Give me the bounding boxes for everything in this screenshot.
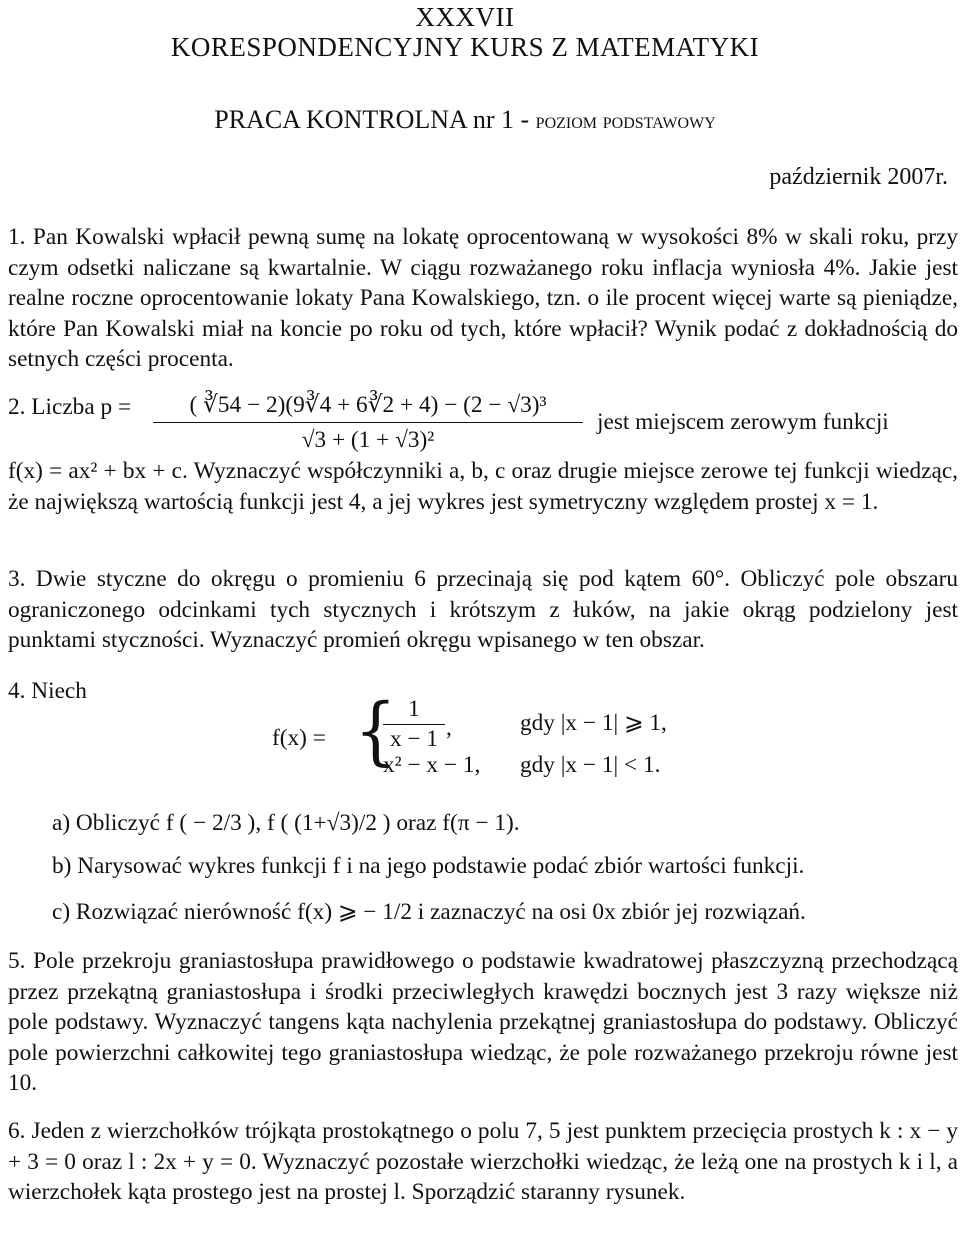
case-1-condition: gdy |x − 1| ⩾ 1, [520,710,667,736]
case-2-condition: gdy |x − 1| < 1. [520,752,661,778]
assignment-title [0,105,930,135]
date: październik 2007r. [769,164,948,190]
problem-4-part-b: b) Narysować wykres funkcji f i na jego podstawie podać zbiór wartości funkcji. [52,853,805,879]
fraction-denominator: √3 + (1 + √3)² [301,427,435,453]
problem-2-intro: 2. Liczba p = [8,394,132,420]
problem-2-after-fraction: jest miejscem zerowym funkcji [597,409,889,435]
case-1-fraction [383,695,445,754]
problem-2-fraction [153,390,583,455]
left-brace: { [354,688,397,774]
course-title: KORESPONDENCYJNY KURS Z MATEMATYKI [170,32,760,62]
problem-2-body: f(x) = ax² + bx + c. Wyznaczyć współczynniki a, b, c oraz drugie miejsce zerowe tej funkcji wiedząc, że największą wartością funkcji jest 4, a jej wykres jest symetryczny względem prostej x = 1. [8,458,958,515]
course-number: XXXVII [415,2,515,32]
case-1-numerator: 1 [383,695,445,725]
problem-4-part-a: a) Obliczyć f ( − 2/3 ), f ( (1+√3)/2 ) oraz f(π − 1). [52,810,520,836]
problem-5: 5. Pole przekroju graniastosłupa prawidłowego o podstawie kwadratowej płaszczyzną przechodzącą przez przekątną graniastosłupa i środki przeciwległych krawędzi bocznych jest 3 razy większe niż pole podstawy. Wyznaczyć tangens kąta nachylenia przekątnej graniastosłupa do podstawy. Obliczyć pole powierzchni całkowitej tego graniastosłupa wiedząc, że pole rozważanego przekroju równe jest 10. [8,948,958,1096]
problem-6: 6. Jeden z wierzchołków trójkąta prostokątnego o polu 7, 5 jest punktem przecięcia prostych k : x − y + 3 = 0 oraz l : 2x + y = 0. Wyznaczyć pozostałe wierzchołki wiedząc, że leżą one na prostych k i l, a wierzchołek kąta prostego jest na prostej l. Sporządzić staranny rysunek. [8,1118,958,1205]
piecewise-lhs: f(x) = [272,725,326,751]
assignment-title-main: PRACA KONTROLNA nr 1 - [214,105,536,134]
problem-1: 1. Pan Kowalski wpłacił pewną sumę na lokatę oprocentowaną w wysokości 8% w skali roku, przy czym odsetki naliczane są kwartalnie. W ciągu rozważanego roku inflacja wyniosła 4%. Jakie jest realne roczne oprocentowanie lokaty Pana Kowalskiego, tzn. o ile procent więcej warte są pieniądze, które Pan Kowalski miał na koncie po roku od tych, które wpłacił? Wynik podać z dokładnością do setnych części procenta. [8,224,958,372]
case-1-denominator: x − 1 [389,726,439,752]
problem-3: 3. Dwie styczne do okręgu o promieniu 6 przecinają się pod kątem 60°. Obliczyć pole obszaru ograniczonego odcinkami tych stycznych i krótszym z łuków, na jakie okrąg podzielony jest punktami styczności. Wyznaczyć promień okręgu wpisanego w ten obszar. [8,566,958,653]
case-2-expression: x² − x − 1, [383,752,481,778]
problem-4-intro: 4. Niech [8,678,87,704]
assignment-level: poziom podstawowy [535,108,716,133]
case-1-comma: , [446,715,452,741]
problem-4-part-c: c) Rozwiązać nierówność f(x) ⩾ − 1/2 i zaznaczyć na osi 0x zbiór jej rozwiązań. [52,899,806,925]
fraction-numerator: ( ∛54 − 2)(9∛4 + 6∛2 + 4) − (2 − √3)³ [153,390,583,423]
